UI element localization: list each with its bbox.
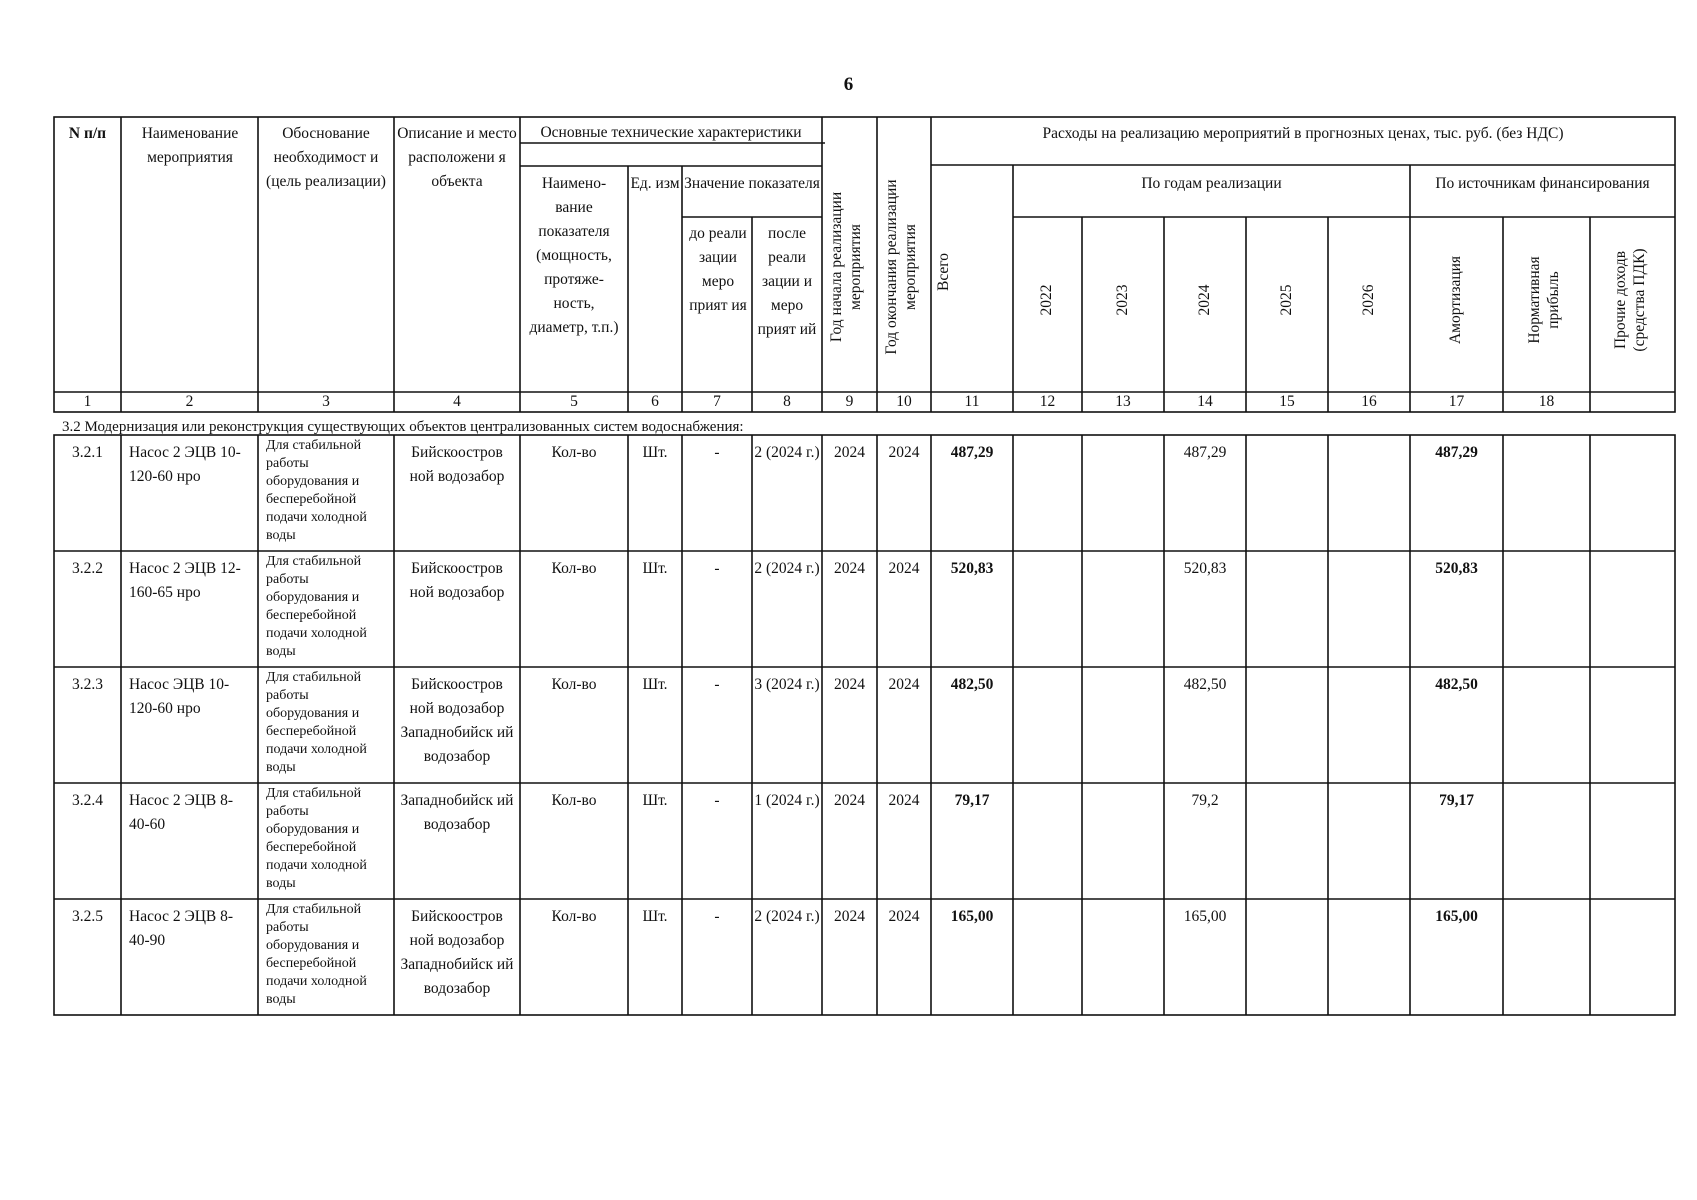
cell-place: Бийскоостров ной водозабор: [409, 444, 505, 485]
cell-end: 2024: [888, 908, 920, 925]
cell-name: Насос 2 ЭЦВ 10-120-60 нро: [129, 444, 241, 485]
column-number: 18: [1538, 393, 1555, 410]
cell-place: Бийскоостров ной водозабор Западнобийск ий водозабор: [400, 908, 514, 997]
cell-total: 79,17: [954, 792, 990, 809]
header-year-2026: 2026: [1360, 284, 1377, 316]
cell-amort: 487,29: [1435, 444, 1478, 461]
cell-start: 2024: [834, 908, 865, 925]
header-tech: Основные технические характеристики: [540, 124, 802, 141]
cell-name: Насос ЭЦВ 10-120-60 нро: [129, 676, 230, 717]
cell-place: Западнобийск ий водозабор: [400, 792, 514, 833]
cell-after: 3 (2024 г.): [754, 676, 820, 693]
cell-indicator: Кол-во: [551, 444, 597, 461]
column-number: 1: [83, 393, 92, 410]
header-src-profit: Нормативная прибыль: [1526, 256, 1562, 344]
cell-reason: Для стабильной работы оборудования и бесперебойной подачи холодной воды: [266, 670, 367, 775]
header-tech-unit: Ед. изм: [630, 175, 680, 192]
cell-start: 2024: [834, 444, 865, 461]
header-year-2024: 2024: [1196, 284, 1213, 316]
header-tech-name: Наимено- вание показателя (мощность, протяже- ность, диаметр, т.п.): [529, 175, 619, 336]
header-value-after: после реали зации и меро прият ий: [757, 225, 817, 338]
cell-y2024: 165,00: [1183, 908, 1227, 925]
cell-before: -: [714, 444, 720, 461]
cell-y2024: 79,2: [1191, 792, 1219, 809]
cell-indicator: Кол-во: [551, 560, 597, 577]
cell-name: Насос 2 ЭЦВ 12-160-65 нро: [129, 560, 241, 601]
cell-indicator: Кол-во: [551, 908, 597, 925]
header-src-amort: Амортизация: [1447, 255, 1464, 345]
section-title: 3.2 Модернизация или реконструкция существующих объектов централизованных систем водоснабжения:: [62, 419, 744, 435]
cell-reason: Для стабильной работы оборудования и бесперебойной подачи холодной воды: [266, 902, 367, 1007]
column-number: 15: [1279, 393, 1295, 410]
header-desc: Описание и место расположени я объекта: [397, 125, 517, 190]
cell-after: 1 (2024 г.): [754, 792, 820, 809]
cell-start: 2024: [834, 676, 865, 693]
column-number: 5: [570, 393, 578, 410]
cell-num: 3.2.2: [72, 560, 103, 577]
cell-amort: 520,83: [1435, 560, 1478, 577]
cell-after: 2 (2024 г.): [754, 444, 820, 461]
header-year-2025: 2025: [1278, 284, 1295, 316]
cell-end: 2024: [888, 444, 920, 461]
cell-reason: Для стабильной работы оборудования и бесперебойной подачи холодной воды: [266, 786, 367, 891]
cell-y2024: 520,83: [1183, 560, 1227, 577]
column-number: 6: [651, 393, 659, 410]
cell-indicator: Кол-во: [551, 792, 597, 809]
column-number: 11: [964, 393, 980, 410]
cell-place: Бийскоостров ной водозабор: [409, 560, 505, 601]
cell-total: 487,29: [950, 444, 994, 461]
cell-start: 2024: [834, 792, 865, 809]
header-by-years: По годам реализации: [1141, 175, 1282, 192]
header-year-2022: 2022: [1038, 284, 1055, 316]
cell-before: -: [714, 676, 720, 693]
cell-name: Насос 2 ЭЦВ 8-40-90: [129, 908, 234, 949]
cell-num: 3.2.5: [72, 908, 103, 925]
cell-y2024: 482,50: [1183, 676, 1227, 693]
header-name: Наименование мероприятия: [141, 125, 239, 166]
cell-reason: Для стабильной работы оборудования и бесперебойной подачи холодной воды: [266, 438, 367, 543]
header-reason: Обоснование необходимост и (цель реализации): [266, 125, 386, 190]
column-number: 16: [1361, 393, 1377, 410]
cell-indicator: Кол-во: [551, 676, 597, 693]
cell-unit: Шт.: [642, 676, 668, 693]
cell-end: 2024: [888, 792, 920, 809]
column-number: 13: [1115, 393, 1131, 410]
header-total: Всего: [935, 253, 952, 292]
cell-num: 3.2.1: [72, 444, 103, 461]
cell-amort: 165,00: [1435, 908, 1478, 925]
cell-num: 3.2.4: [72, 792, 103, 809]
cell-total: 520,83: [950, 560, 994, 577]
cell-unit: Шт.: [642, 560, 668, 577]
cell-total: 482,50: [950, 676, 994, 693]
cell-unit: Шт.: [642, 444, 668, 461]
cell-end: 2024: [888, 676, 920, 693]
cell-name: Насос 2 ЭЦВ 8-40-60: [129, 792, 234, 833]
header-src-other: Прочие доходв (средства ПДК): [1612, 248, 1648, 352]
header-year-end: Год окончания реализации мероприятия: [883, 179, 919, 355]
cell-place: Бийскоостров ной водозабор Западнобийск ий водозабор: [400, 676, 514, 765]
cell-y2024: 487,29: [1183, 444, 1227, 461]
column-number: 12: [1039, 393, 1056, 410]
column-number: 14: [1197, 393, 1213, 410]
cell-end: 2024: [888, 560, 920, 577]
cell-num: 3.2.3: [72, 676, 103, 693]
column-number: 3: [322, 393, 330, 410]
cell-after: 2 (2024 г.): [754, 908, 820, 925]
column-number: 9: [845, 393, 854, 410]
header-tech-value: Значение показателя: [684, 175, 820, 192]
page-number: 6: [843, 74, 854, 95]
cell-before: -: [714, 792, 720, 809]
cell-before: -: [714, 908, 720, 925]
header-num: N п/п: [68, 125, 107, 142]
column-number: 2: [185, 393, 194, 410]
column-number: 7: [713, 393, 721, 410]
header-costs: Расходы на реализацию мероприятий в прогнозных ценах, тыс. руб. (без НДС): [1042, 125, 1564, 142]
cell-reason: Для стабильной работы оборудования и бесперебойной подачи холодной воды: [266, 554, 367, 659]
column-number: 8: [783, 393, 791, 410]
header-by-sources: По источникам финансирования: [1435, 175, 1650, 192]
cell-before: -: [714, 560, 720, 577]
cell-amort: 482,50: [1435, 676, 1478, 693]
cell-amort: 79,17: [1439, 792, 1474, 809]
cell-unit: Шт.: [642, 908, 668, 925]
cell-total: 165,00: [950, 908, 994, 925]
column-number: 4: [453, 393, 461, 410]
header-year-start: Год начала реализации мероприятия: [828, 191, 864, 343]
cell-after: 2 (2024 г.): [754, 560, 820, 577]
header-value-before: до реали зации меро прият ия: [689, 225, 747, 314]
column-number: 17: [1448, 393, 1465, 410]
column-number: 10: [896, 393, 912, 410]
cell-unit: Шт.: [642, 792, 668, 809]
header-year-2023: 2023: [1114, 284, 1131, 316]
cell-start: 2024: [834, 560, 865, 577]
